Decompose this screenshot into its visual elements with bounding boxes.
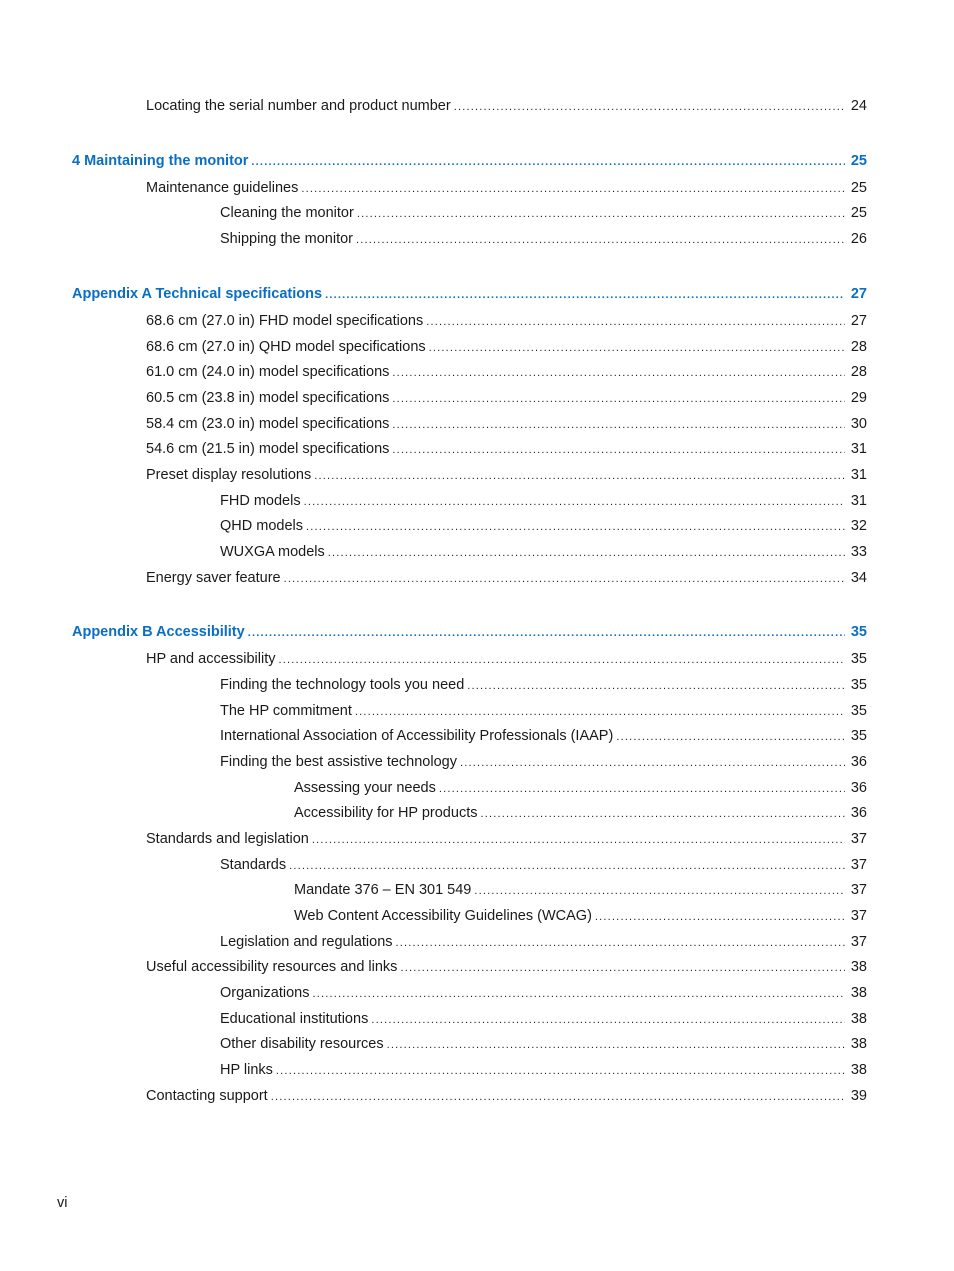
- toc-entry-energy-saver[interactable]: [146, 568, 867, 588]
- toc-entry-page: 38: [850, 1062, 867, 1078]
- toc-entry-label: Accessibility for HP products: [294, 805, 478, 821]
- toc-chapter-appendix-b[interactable]: [72, 622, 867, 642]
- toc-entry-preset-resolutions[interactable]: [146, 465, 867, 485]
- dot-leader: [304, 492, 845, 512]
- toc-entry-label: Shipping the monitor: [220, 231, 353, 247]
- dot-leader: [429, 338, 845, 358]
- dot-leader: [480, 804, 844, 824]
- dot-leader: [467, 676, 845, 696]
- toc-entry-label: 58.4 cm (23.0 in) model specifications: [146, 416, 390, 432]
- toc-entry-wuxga-models[interactable]: [220, 542, 867, 562]
- toc-entry-page: 38: [850, 959, 867, 975]
- toc-entry-page: 36: [850, 780, 867, 796]
- toc-entry-assistive-technology[interactable]: [220, 752, 867, 772]
- toc-entry-page: 37: [850, 882, 867, 898]
- toc-entry-27-fhd-specs[interactable]: [146, 311, 867, 331]
- toc-entry-page: 38: [850, 1036, 867, 1052]
- toc-entry-technology-tools[interactable]: [220, 675, 867, 695]
- toc-entry-label: Useful accessibility resources and links: [146, 959, 398, 975]
- dot-leader: [392, 415, 844, 435]
- toc-entry-page: 35: [850, 703, 867, 719]
- dot-leader: [426, 312, 845, 332]
- dot-leader: [251, 152, 844, 172]
- toc-entry-label: FHD models: [220, 493, 301, 509]
- dot-leader: [301, 179, 845, 199]
- dot-leader: [396, 933, 845, 953]
- toc-entry-page: 27: [850, 313, 867, 329]
- dot-leader: [271, 1087, 845, 1107]
- toc-entry-maintenance-guidelines[interactable]: [146, 178, 867, 198]
- toc-entry-page: 32: [850, 518, 867, 534]
- dot-leader: [357, 204, 845, 224]
- toc-entry-label: Educational institutions: [220, 1011, 369, 1027]
- toc-entry-page: 37: [850, 857, 867, 873]
- dot-leader: [371, 1010, 845, 1030]
- toc-entry-24-specs[interactable]: [146, 362, 867, 382]
- dot-leader: [392, 440, 844, 460]
- dot-leader: [279, 650, 845, 670]
- toc-entry-label: Energy saver feature: [146, 570, 281, 586]
- toc-entry-page: 26: [850, 231, 867, 247]
- toc-entry-label: Assessing your needs: [294, 780, 436, 796]
- toc-entry-other-disability-resources[interactable]: [220, 1034, 867, 1054]
- toc-entry-page: 28: [850, 339, 867, 355]
- toc-entry-page: 33: [850, 544, 867, 560]
- toc-entry-label: 60.5 cm (23.8 in) model specifications: [146, 390, 390, 406]
- toc-entry-mandate-376[interactable]: [294, 880, 867, 900]
- toc-entry-hp-links[interactable]: [220, 1060, 867, 1080]
- dot-leader: [306, 517, 845, 537]
- toc-entry-label: The HP commitment: [220, 703, 352, 719]
- toc-entry-serial-number[interactable]: [146, 96, 867, 116]
- dot-leader: [460, 753, 845, 773]
- dot-leader: [328, 543, 845, 563]
- toc-entry-21-5-specs[interactable]: [146, 439, 867, 459]
- dot-leader: [289, 856, 845, 876]
- toc-entry-label: International Association of Accessibility Professionals (IAAP): [220, 728, 614, 744]
- toc-entry-page: 34: [850, 570, 867, 586]
- dot-leader: [356, 230, 845, 250]
- toc-entry-page: 31: [850, 493, 867, 509]
- dot-leader: [474, 881, 845, 901]
- dot-leader: [312, 984, 844, 1004]
- toc-entry-iaap[interactable]: [220, 726, 867, 746]
- toc-entry-23-specs[interactable]: [146, 414, 867, 434]
- toc-entry-label: Web Content Accessibility Guidelines (WCAG): [294, 908, 592, 924]
- toc-entry-page: 36: [850, 754, 867, 770]
- toc-entry-page: 37: [850, 831, 867, 847]
- toc-chapter-page: 25: [850, 153, 867, 169]
- toc-chapter-page: 27: [850, 286, 867, 302]
- toc-entry-label: 54.6 cm (21.5 in) model specifications: [146, 441, 390, 457]
- toc-entry-label: Maintenance guidelines: [146, 180, 299, 196]
- toc-entry-qhd-models[interactable]: [220, 516, 867, 536]
- toc-entry-fhd-models[interactable]: [220, 491, 867, 511]
- dot-leader: [400, 958, 844, 978]
- toc-entry-label: Locating the serial number and product number: [146, 98, 451, 114]
- toc-entry-cleaning[interactable]: [220, 203, 867, 223]
- page-number: vi: [57, 1195, 68, 1211]
- toc-entry-accessibility-hp-products[interactable]: [294, 803, 867, 823]
- toc-chapter-maintaining[interactable]: [72, 151, 867, 171]
- dot-leader: [454, 97, 845, 117]
- toc-entry-label: Preset display resolutions: [146, 467, 312, 483]
- toc-entry-organizations[interactable]: [220, 983, 867, 1003]
- toc-entry-page: 31: [850, 441, 867, 457]
- toc-entry-page: 30: [850, 416, 867, 432]
- toc-entry-label: 61.0 cm (24.0 in) model specifications: [146, 364, 390, 380]
- toc-entry-label: Mandate 376 – EN 301 549: [294, 882, 472, 898]
- toc-entry-page: 38: [850, 1011, 867, 1027]
- toc-entry-page: 37: [850, 908, 867, 924]
- toc-entry-page: 36: [850, 805, 867, 821]
- toc-entry-standards-legislation[interactable]: [146, 829, 867, 849]
- dot-leader: [314, 466, 845, 486]
- toc-entry-23-8-specs[interactable]: [146, 388, 867, 408]
- toc-entry-label: Legislation and regulations: [220, 934, 393, 950]
- toc-entry-contacting-support[interactable]: [146, 1086, 867, 1106]
- toc-entry-page: 31: [850, 467, 867, 483]
- dot-leader: [276, 1061, 845, 1081]
- toc-entry-page: 24: [850, 98, 867, 114]
- toc-entry-label: Standards and legislation: [146, 831, 309, 847]
- dot-leader: [325, 285, 845, 305]
- dot-leader: [355, 702, 845, 722]
- toc-chapter-label: Appendix B Accessibility: [72, 624, 245, 640]
- toc-entry-label: Standards: [220, 857, 287, 873]
- dot-leader: [439, 779, 845, 799]
- toc-entry-standards[interactable]: [220, 855, 867, 875]
- toc-entry-label: WUXGA models: [220, 544, 325, 560]
- toc-entry-label: 68.6 cm (27.0 in) QHD model specifications: [146, 339, 426, 355]
- toc-entry-hp-commitment[interactable]: [220, 701, 867, 721]
- toc-entry-page: 25: [850, 180, 867, 196]
- toc-entry-label: QHD models: [220, 518, 303, 534]
- toc-entry-page: 35: [850, 728, 867, 744]
- toc-entry-label: Finding the best assistive technology: [220, 754, 457, 770]
- toc-entry-label: Cleaning the monitor: [220, 205, 354, 221]
- dot-leader: [616, 727, 845, 747]
- toc-entry-page: 39: [850, 1088, 867, 1104]
- toc-entry-label: 68.6 cm (27.0 in) FHD model specifications: [146, 313, 424, 329]
- toc-entry-shipping[interactable]: [220, 229, 867, 249]
- toc-chapter-page: 35: [850, 624, 867, 640]
- toc-entry-27-qhd-specs[interactable]: [146, 337, 867, 357]
- toc-entry-label: Contacting support: [146, 1088, 268, 1104]
- dot-leader: [248, 623, 845, 643]
- toc-entry-useful-resources[interactable]: [146, 957, 867, 977]
- toc-entry-page: 37: [850, 934, 867, 950]
- toc-chapter-label: Appendix A Technical specifications: [72, 286, 323, 302]
- dot-leader: [284, 569, 845, 589]
- toc-entry-hp-accessibility[interactable]: [146, 649, 867, 669]
- toc-entry-page: 35: [850, 651, 867, 667]
- toc-entry-legislation-regulations[interactable]: [220, 932, 867, 952]
- toc-entry-label: HP and accessibility: [146, 651, 276, 667]
- toc-entry-page: 29: [850, 390, 867, 406]
- toc-entry-label: Finding the technology tools you need: [220, 677, 465, 693]
- dot-leader: [392, 363, 844, 383]
- toc-chapter-label: 4 Maintaining the monitor: [72, 153, 249, 169]
- toc-entry-page: 28: [850, 364, 867, 380]
- dot-leader: [392, 389, 844, 409]
- toc-entry-page: 25: [850, 205, 867, 221]
- dot-leader: [595, 907, 845, 927]
- toc-chapter-appendix-a[interactable]: [72, 284, 867, 304]
- toc-entry-label: Other disability resources: [220, 1036, 384, 1052]
- toc-entry-wcag[interactable]: [294, 906, 867, 926]
- toc-entry-educational-institutions[interactable]: [220, 1009, 867, 1029]
- dot-leader: [312, 830, 845, 850]
- toc-entry-assessing-needs[interactable]: [294, 778, 867, 798]
- toc-entry-label: HP links: [220, 1062, 273, 1078]
- toc-entry-page: 38: [850, 985, 867, 1001]
- dot-leader: [387, 1035, 845, 1055]
- toc-entry-label: Organizations: [220, 985, 310, 1001]
- toc-entry-page: 35: [850, 677, 867, 693]
